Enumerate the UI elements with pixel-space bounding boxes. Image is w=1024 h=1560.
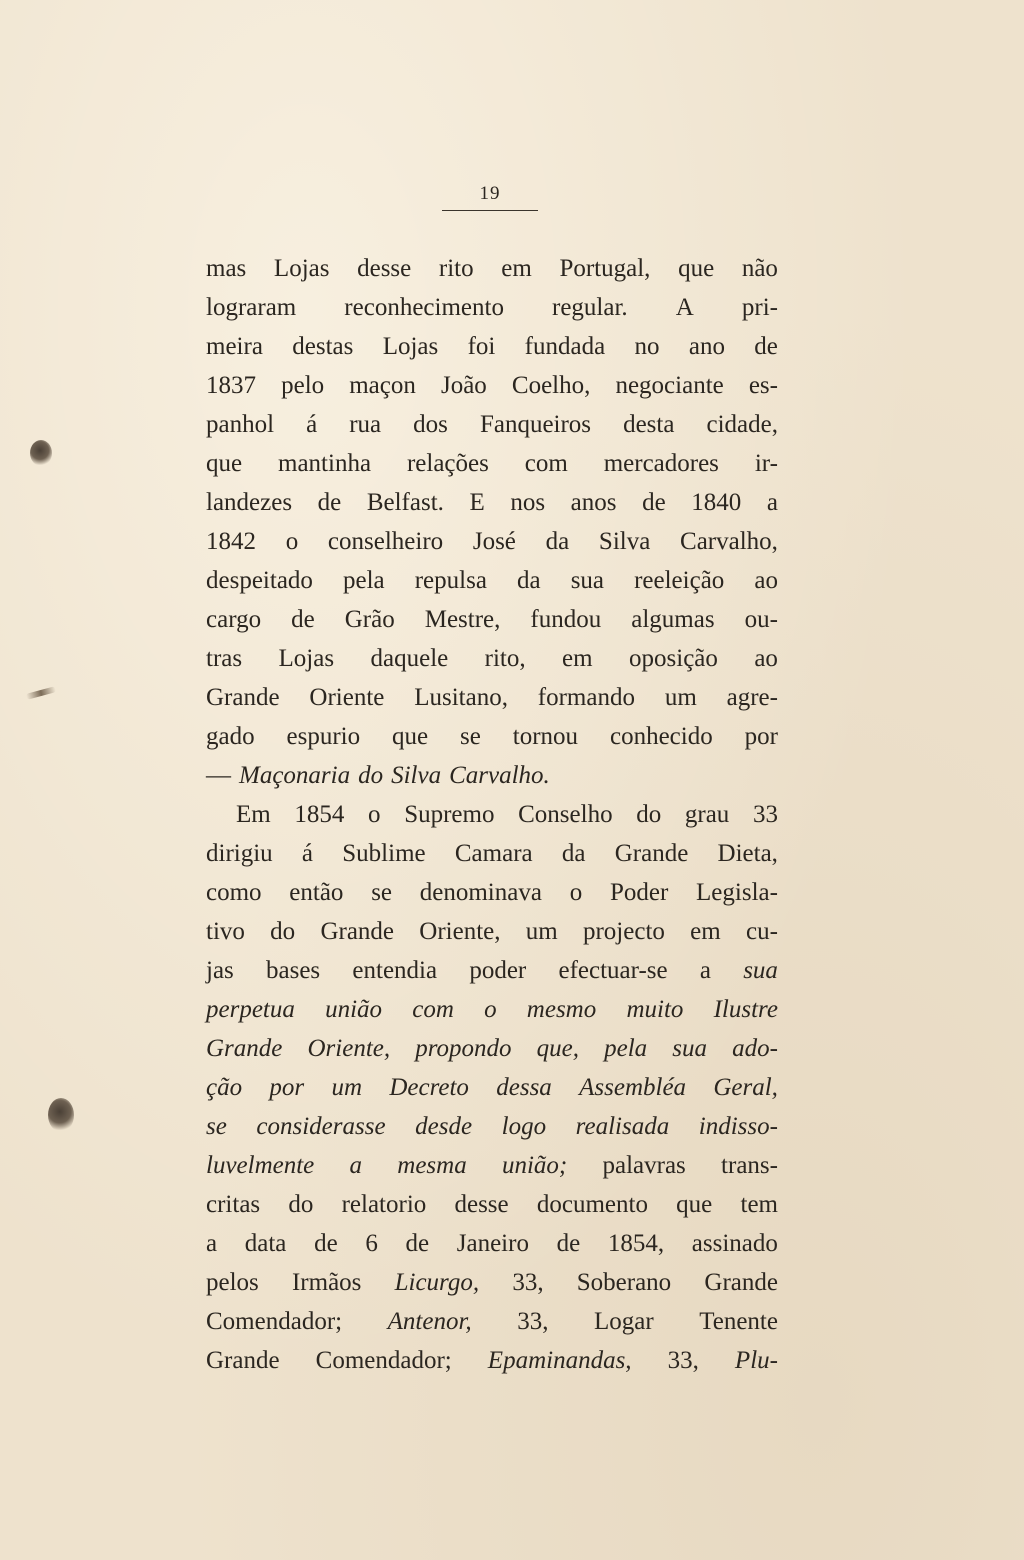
word: Supremo (404, 801, 495, 828)
word: o (569, 879, 583, 906)
word: indisso- (698, 1113, 778, 1140)
word: rito (438, 255, 474, 282)
word: se (460, 723, 481, 750)
word: Grande (206, 1347, 280, 1374)
word: não (741, 255, 778, 282)
text-line (206, 366, 778, 405)
word: denominava (419, 879, 542, 906)
text-line (206, 873, 778, 912)
word: Mestre, (424, 606, 501, 633)
text-line (206, 600, 778, 639)
word: formando (537, 684, 635, 711)
binding-hole-bottom (48, 1098, 74, 1132)
word: 1854, (607, 1230, 665, 1257)
word: logo (501, 1113, 547, 1140)
word: ado- (732, 1035, 778, 1062)
text-line (206, 405, 778, 444)
word: Sublime (342, 840, 426, 867)
word: Conselho (518, 801, 613, 828)
text-line (206, 1263, 778, 1302)
word: assinado (691, 1230, 778, 1257)
word: rito, (484, 645, 526, 672)
word: Dieta, (717, 840, 778, 867)
word: Plu- (734, 1347, 778, 1374)
word: a (766, 489, 778, 516)
page-number-rule (442, 210, 538, 211)
word: em (690, 918, 721, 945)
word: pela (343, 567, 385, 594)
word: tras (206, 645, 243, 672)
word: nos (510, 489, 546, 516)
word: repulsa (414, 567, 487, 594)
word: luvelmente (206, 1152, 315, 1179)
word: conselheiro (327, 528, 444, 555)
text-line (206, 756, 778, 795)
text-line (206, 1029, 778, 1068)
word: de (314, 1230, 338, 1257)
word: Carvalho. (449, 762, 550, 789)
text-line (206, 288, 778, 327)
paper-mark (26, 686, 57, 700)
word: 33 (752, 801, 778, 828)
binding-hole-top (30, 440, 52, 466)
word: destas (292, 333, 354, 360)
word: Grande (614, 840, 689, 867)
word: perpetua (206, 996, 295, 1023)
word: do (288, 1191, 314, 1218)
word: de (317, 489, 342, 516)
word: Geral, (713, 1074, 778, 1101)
word: a (699, 957, 711, 984)
word: desse (357, 255, 412, 282)
word: Logar (593, 1308, 654, 1335)
word: anos (570, 489, 617, 516)
word: Coelho, (511, 372, 591, 399)
word: então (289, 879, 344, 906)
word: Epaminandas, (487, 1347, 632, 1374)
word: grau (684, 801, 730, 828)
word: de (556, 1230, 581, 1257)
word: es- (748, 372, 778, 399)
word: José (472, 528, 516, 555)
word: que (676, 1191, 713, 1218)
word: Camara (454, 840, 533, 867)
word: João (440, 372, 487, 399)
word: efectuar-se (558, 957, 668, 984)
word: sua (743, 957, 778, 984)
word: 1842 (206, 528, 256, 555)
word: projecto (582, 918, 665, 945)
word: muito (626, 996, 684, 1023)
word: Irmãos (291, 1269, 362, 1296)
word: entendia (352, 957, 438, 984)
word: rua (349, 411, 382, 438)
word: 1837 (206, 372, 256, 399)
word: um (331, 1074, 363, 1101)
word: Lojas (273, 255, 330, 282)
word: Oriente, (419, 918, 501, 945)
word: cidade, (706, 411, 778, 438)
word: a (206, 1230, 218, 1257)
text-line (206, 1185, 778, 1224)
word: de (642, 489, 666, 516)
word: por (744, 723, 778, 750)
word: pela (604, 1035, 648, 1062)
word: oposição (629, 645, 718, 672)
word: palavras (602, 1152, 686, 1179)
word: união; (501, 1152, 568, 1179)
word: documento (536, 1191, 648, 1218)
text-line (206, 444, 778, 483)
word: panhol (206, 411, 275, 438)
word: á (306, 411, 318, 438)
word: Grande (206, 684, 280, 711)
word: considerasse (256, 1113, 386, 1140)
word: pelo (281, 372, 325, 399)
word: Licurgo, (394, 1269, 480, 1296)
word: Tenente (699, 1308, 778, 1335)
word: ao (754, 645, 778, 672)
word: daquele (370, 645, 449, 672)
word: mercadores (603, 450, 719, 477)
word: Janeiro (456, 1230, 529, 1257)
word: 33, (517, 1308, 549, 1335)
word: Grande (704, 1269, 778, 1296)
word: negociante (615, 372, 724, 399)
word: reconhecimento (344, 294, 504, 321)
word: Fanqueiros (479, 411, 592, 438)
word: pelos (206, 1269, 259, 1296)
word: meira (206, 333, 263, 360)
word: trans- (721, 1152, 778, 1179)
word: em (501, 255, 532, 282)
text-line (206, 1068, 778, 1107)
word: Portugal, (559, 255, 651, 282)
word: no (634, 333, 660, 360)
word: que (678, 255, 715, 282)
word: dos (413, 411, 448, 438)
text-line (206, 795, 778, 834)
word: — (206, 762, 231, 789)
word: gado (206, 723, 255, 750)
word: Grão (344, 606, 395, 633)
word: Silva (391, 762, 442, 789)
word: mesmo (526, 996, 597, 1023)
word: Silva (598, 528, 651, 555)
word: Comendador; (315, 1347, 452, 1374)
word: Carvalho, (680, 528, 778, 555)
word: pri- (741, 294, 778, 321)
text-line (206, 1224, 778, 1263)
word: um (664, 684, 697, 711)
word: a (349, 1152, 363, 1179)
word: desde (415, 1113, 473, 1140)
word: 33, (512, 1269, 544, 1296)
text-line (206, 951, 778, 990)
word: desta (623, 411, 675, 438)
word: Soberano (576, 1269, 672, 1296)
word: Lojas (278, 645, 335, 672)
text-line (206, 1302, 778, 1341)
text-line (206, 483, 778, 522)
word: como (206, 879, 262, 906)
word: que (392, 723, 429, 750)
word: da (545, 528, 570, 555)
word: mesma (397, 1152, 467, 1179)
word: o (285, 528, 299, 555)
text-line (206, 639, 778, 678)
word: jas (206, 957, 234, 984)
word: com (412, 996, 454, 1023)
word: tornou (512, 723, 579, 750)
word: tivo (206, 918, 245, 945)
word: Ilustre (713, 996, 778, 1023)
word: ir- (754, 450, 778, 477)
word: mas (206, 255, 247, 282)
word: que, (536, 1035, 580, 1062)
word: algumas (631, 606, 715, 633)
word: data (244, 1230, 287, 1257)
word: o (484, 996, 497, 1023)
page-number: 19 (479, 183, 501, 204)
word: se (371, 879, 393, 906)
word: A (675, 294, 694, 321)
word: que (206, 450, 243, 477)
word: conhecido (609, 723, 713, 750)
text-line (206, 522, 778, 561)
word: bases (266, 957, 321, 984)
word: 1854 (294, 801, 345, 828)
word: fundou (530, 606, 602, 633)
word: por (269, 1074, 305, 1101)
text-line (206, 717, 778, 756)
word: Grande (320, 918, 395, 945)
word: reeleição (634, 567, 725, 594)
word: Lusitano, (414, 684, 508, 711)
text-line (206, 1341, 778, 1380)
word: de (405, 1230, 430, 1257)
text-line (206, 912, 778, 951)
word: landezes (206, 489, 293, 516)
text-line (206, 561, 778, 600)
word: tem (740, 1191, 778, 1218)
word: Maçonaria (239, 762, 351, 789)
word: espurio (286, 723, 361, 750)
word: um (525, 918, 558, 945)
word: sua (570, 567, 605, 594)
word: mantinha (278, 450, 372, 477)
word: Decreto (389, 1074, 469, 1101)
word: dirigiu (206, 840, 273, 867)
body-text (206, 249, 778, 1380)
text-line (206, 990, 778, 1029)
word: sua (672, 1035, 708, 1062)
word: Legisla- (696, 879, 778, 906)
word: união (325, 996, 383, 1023)
word: dessa (496, 1074, 552, 1101)
text-line (206, 678, 778, 717)
word: E (469, 489, 485, 516)
word: relatorio (341, 1191, 427, 1218)
word: ou- (744, 606, 778, 633)
word: Lojas (382, 333, 439, 360)
word: Belfast. (366, 489, 444, 516)
word: desse (454, 1191, 509, 1218)
text-line (206, 834, 778, 873)
word: com (524, 450, 568, 477)
word: Oriente (309, 684, 385, 711)
word: cu- (745, 918, 778, 945)
word: em (562, 645, 593, 672)
word: Poder (609, 879, 669, 906)
word: ao (754, 567, 778, 594)
word: propondo (415, 1035, 512, 1062)
word: foi (467, 333, 496, 360)
word: de (291, 606, 315, 633)
word: Em (236, 801, 271, 828)
word: ção (206, 1074, 243, 1101)
word: Grande (206, 1035, 283, 1062)
word: critas (206, 1191, 261, 1218)
word: do (358, 762, 384, 789)
word: Antenor, (387, 1308, 472, 1335)
word: cargo (206, 606, 262, 633)
word: maçon (349, 372, 416, 399)
word: ano (688, 333, 725, 360)
word: do (270, 918, 296, 945)
word: despeitado (206, 567, 313, 594)
word: realisada (575, 1113, 670, 1140)
word: de (754, 333, 778, 360)
word: lograram (206, 294, 297, 321)
word: fundada (524, 333, 606, 360)
word: Assembléa (579, 1074, 687, 1101)
word: á (301, 840, 314, 867)
text-line (206, 249, 778, 288)
word: se (206, 1113, 227, 1140)
word: 33, (667, 1347, 699, 1374)
word: agre- (726, 684, 778, 711)
word: da (517, 567, 541, 594)
word: poder (469, 957, 527, 984)
word: 1840 (691, 489, 742, 516)
word: relações (406, 450, 489, 477)
text-line (206, 327, 778, 366)
word: regular. (552, 294, 628, 321)
text-line (206, 1107, 778, 1146)
word: 6 (365, 1230, 378, 1257)
word: o (368, 801, 381, 828)
word: Oriente, (307, 1035, 391, 1062)
text-line (206, 1146, 778, 1185)
word: Comendador; (206, 1308, 343, 1335)
word: da (561, 840, 586, 867)
word: do (636, 801, 662, 828)
